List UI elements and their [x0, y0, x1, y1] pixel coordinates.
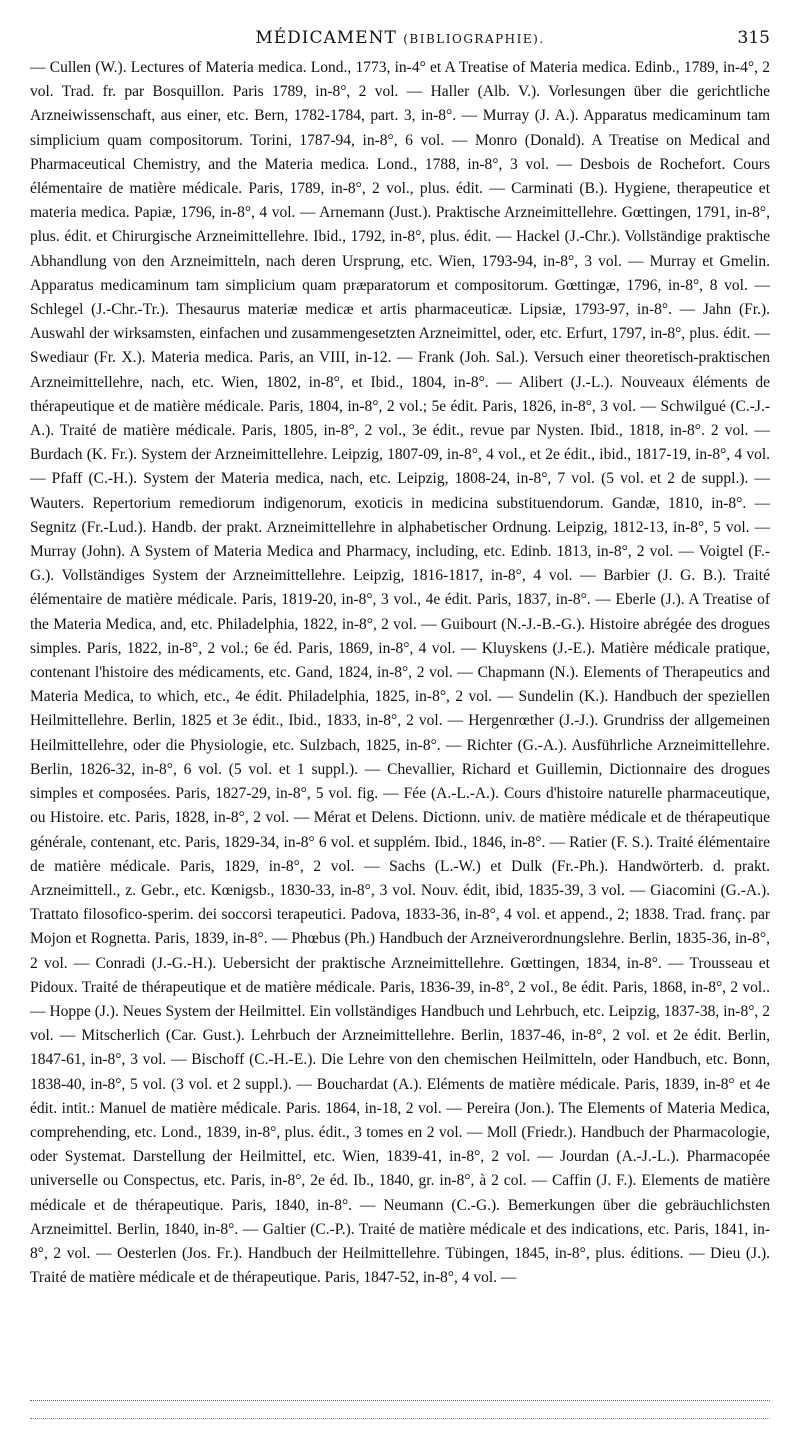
bottom-divider-2 [30, 1418, 770, 1419]
running-title [30, 28, 770, 48]
body-paragraph: — Cullen (W.). Lectures of Materia medica. Lond., 1773, in-4° et A Treatise of Materia medica. Edinb., 1789, in-4°, 2 vol. Trad. fr. par Bosquillon. Paris 1789, in-8°, 2 vol. — Haller (Alb. V.). Vorlesungen über die gerichtliche Arzneiwissenschaft, aus einer, etc. Bern, 1782-1784, part. 3, in-8°. — Murray (J. A.). Apparatus medicaminum tam simplicium quam compositorum. Torini, 1787-94, in-8°, 6 vol. — Monro (Donald). A Treatise on Medical and Pharmaceutical Chemistry, and the Materia medica. Lond., 1788, in-8°, 3 vol. — Desbois de Rochefort. Cours élémentaire de matière médicale. Paris, 1789, in-8°, 2 vol., plus. édit. — Carminati (B.). Hygiene, therapeutice et materia medica. Papiæ, 1796, in-8°, 4 vol. — Arnemann (Just.). Praktische Arzneimittellehre. Gœttingen, 1791, in-8°, plus. édit. et Chirurgische Arzneimittellehre. Ibid., 1792, in-8°, plus. édit. — Hackel (J.-Chr.). Vollständige praktische Abhandlung von den Arzneimitteln, nach deren Ursprung, etc. Wien, 1793-94, in-8°, 3 vol. — Murray et Gmelin. Apparatus medicaminum tam simplicium quam præparatorum et compositorum. Gœttingæ, 1796, in-8°, 8 vol. — Schlegel (J.-Chr.-Tr.). Thesaurus materiæ medicæ et artis pharmaceuticæ. Lipsiæ, 1793-97, in-8°. — Jahn (Fr.). Auswahl der wirksamsten, einfachen und zusammengesetzten Arzneimittel, oder, etc. Erfurt, 1797, in-8°, plus. édit. — Swediaur (Fr. X.). Materia medica. Paris, an VIII, in-12. — Frank (Joh. Sal.). Versuch einer theoretisch-praktischen Arzneimittellehre, nach, etc. Wien, 1802, in-8°, et Ibid., 1804, in-8°. — Alibert (J.-L.). Nouveaux éléments de thérapeutique et de matière médicale. Paris, 1804, in-8°, 2 vol.; 5e édit. Paris, 1826, in-8°, 3 vol. — Schwilgué (C.-J.-A.). Traité de matière médicale. Paris, 1805, in-8°, 2 vol., 3e édit., revue par Nysten. Ibid., 1818, in-8°. 2 vol. — Burdach (K. Fr.). System der Arzneimittellehre. Leipzig, 1807-09, in-8°, 4 vol., et 2e édit., ibid., 1817-19, in-8°, 4 vol. — Pfaff (C.-H.). System der Materia medica, nach, etc. Leipzig, 1808-24, in-8°, 7 vol. (5 vol. et 2 de suppl.). — Wauters. Repertorium remediorum indigenorum, exoticis in medicina substituendorum. Gandæ, 1810, in-8°. — Segnitz (Fr.-Lud.). Handb. der prakt. Arzneimittellehre in alphabetischer Ordnung. Leipzig, 1812-13, in-8°, 5 vol. — Murray (John). A System of Materia Medica and Pharmacy, including, etc. Edinb. 1813, in-8°, 2 vol. — Voigtel (F.-G.). Vollständiges System der Arzneimittellehre. Leipzig, 1816-1817, in-8°, 4 vol. — Barbier (J. G. B.). Traité élémentaire de matière médicale. Paris, 1819-20, in-8°, 3 vol., 4e édit. Paris, 1837, in-8°. — Eberle (J.). A Treatise of the Materia Medica, and, etc. Philadelphia, 1822, in-8°, 2 vol. — Guibourt (N.-J.-B.-G.). Histoire abrégée des drogues simples. Paris, 1822, in-8°, 2 vol.; 6e éd. Paris, 1869, in-8°, 4 vol. — Kluyskens (J.-E.). Matière médicale pratique, contenant l'histoire des médicaments, etc. Gand, 1824, in-8°, 2 vol. — Chapmann (N.). Elements of Therapeutics and Materia Medica, to which, etc., 4e édit. Philadelphia, 1825, in-8°, 2 vol. — Sundelin (K.). Handbuch der speziellen Heilmittellehre. Berlin, 1825 et 3e édit., Ibid., 1833, in-8°, 2 vol. — Hergenrœther (J.-J.). Grundriss der allgemeinen Heilmittellehre, oder die Physiologie, etc. Sulzbach, 1825, in-8°. — Richter (G.-A.). Ausführliche Arzneimittellehre. Berlin, 1826-32, in-8°, 6 vol. (5 vol. et 1 suppl.). — Chevallier, Richard et Guillemin, Dictionnaire des drogues simples et composées. Paris, 1827-29, in-8°, 5 vol. fig. — Fée (A.-L.-A.). Cours d'histoire naturelle pharmaceutique, ou Histoire. etc. Paris, 1828, in-8°, 2 vol. — Mérat et Delens. Dictionn. univ. de matière médicale et de thérapeutique générale, contenant, etc. Paris, 1829-34, in-8° 6 vol. et supplém. Ibid., 1846, in-8°. — Ratier (F. S.). Traité élémentaire de matière médicale. Paris, 1829, in-8°, 2 vol. — Sachs (L.-W.) et Dulk (Fr.-Ph.). Handwörterb. d. prakt. Arzneimittell., z. Gebr., etc. Kœnigsb., 1830-33, in-8°, 3 vol. Nouv. édit, ibid, 1835-39, 3 vol. — Giacomini (G.-A.). Trattato filosofico-sperim. dei soccorsi terapeutici. Padova, 1833-36, in-8°, 4 vol. et append., 2; 1838. Trad. franç. par Mojon et Rognetta. Paris, 1839, in-8°. — Phœbus (Ph.) Handbuch der Arzneiverordnungslehre. Berlin, 1835-36, in-8°, 2 vol. — Conradi (J.-G.-H.). Uebersicht der praktische Arzneimittellehre. Gœttingen, 1834, in-8°. — Trousseau et Pidoux. Traité de thérapeutique et de matière médicale. Paris, 1836-39, in-8°, 2 vol., 8e édit. Paris, 1868, in-8°, 2 vol.. — Hoppe (J.). Neues System der Heilmittel. Ein vollständiges Handbuch und Lehrbuch, etc. Leipzig, 1837-38, in-8°, 2 vol. — Mitscherlich (Car. Gust.). Lehrbuch der Arzneimittellehre. Berlin, 1837-46, in-8°, 2 vol. et 2e édit. Berlin, 1847-61, in-8°, 3 vol. — Bischoff (C.-H.-E.). Die Lehre von den chemischen Heilmitteln, oder Handbuch, etc. Bonn, 1838-40, in-8°, 5 vol. (3 vol. et 2 suppl.). — Bouchardat (A.). Eléments de matière médicale. Paris, 1839, in-8° et 4e édit. intit.: Manuel de matière médicale. Paris. 1864, in-18, 2 vol. — Pereira (Jon.). The Elements of Materia Medica, comprehending, etc. Lond., 1839, in-8°, plus. édit., 3 tomes en 2 vol. — Moll (Friedr.). Handbuch der Pharmacologie, oder Systemat. Darstellung der Heilmittel, etc. Wien, 1839-41, in-8°, 2 vol. — Jourdan (A.-J.-L.). Pharmacopée universelle ou Conspectus, etc. Paris, in-8°, 2e éd. Ib., 1840, gr. in-8°, à 2 col. — Caffin (J. F.). Elements de matière médicale et de thérapeutique. Paris, 1840, in-8°. — Neumann (C.-G.). Bemerkungen über die gebräuchlichsten Arzneimittel. Berlin, 1840, in-8°. — Galtier (C.-P.). Traité de matière médicale et des indications, etc. Paris, 1841, in-8°, 2 vol. — Oesterlen (Jos. Fr.). Handbuch der Heilmittellehre. Tübingen, 1845, in-8°, plus. éditions. — Dieu (J.). Traité de matière médicale et de thérapeutique. Paris, 1847-52, in-8°, 4 vol. — [30, 59, 770, 1287]
running-header [30, 22, 770, 56]
bibliography-text [30, 56, 770, 1290]
header-subtitle: (BIBLIOGRAPHIE). [403, 32, 545, 46]
header-title: MÉDICAMENT [255, 28, 397, 48]
bottom-divider [30, 1400, 770, 1401]
page-number: 315 [737, 28, 770, 48]
page [30, 22, 770, 1290]
